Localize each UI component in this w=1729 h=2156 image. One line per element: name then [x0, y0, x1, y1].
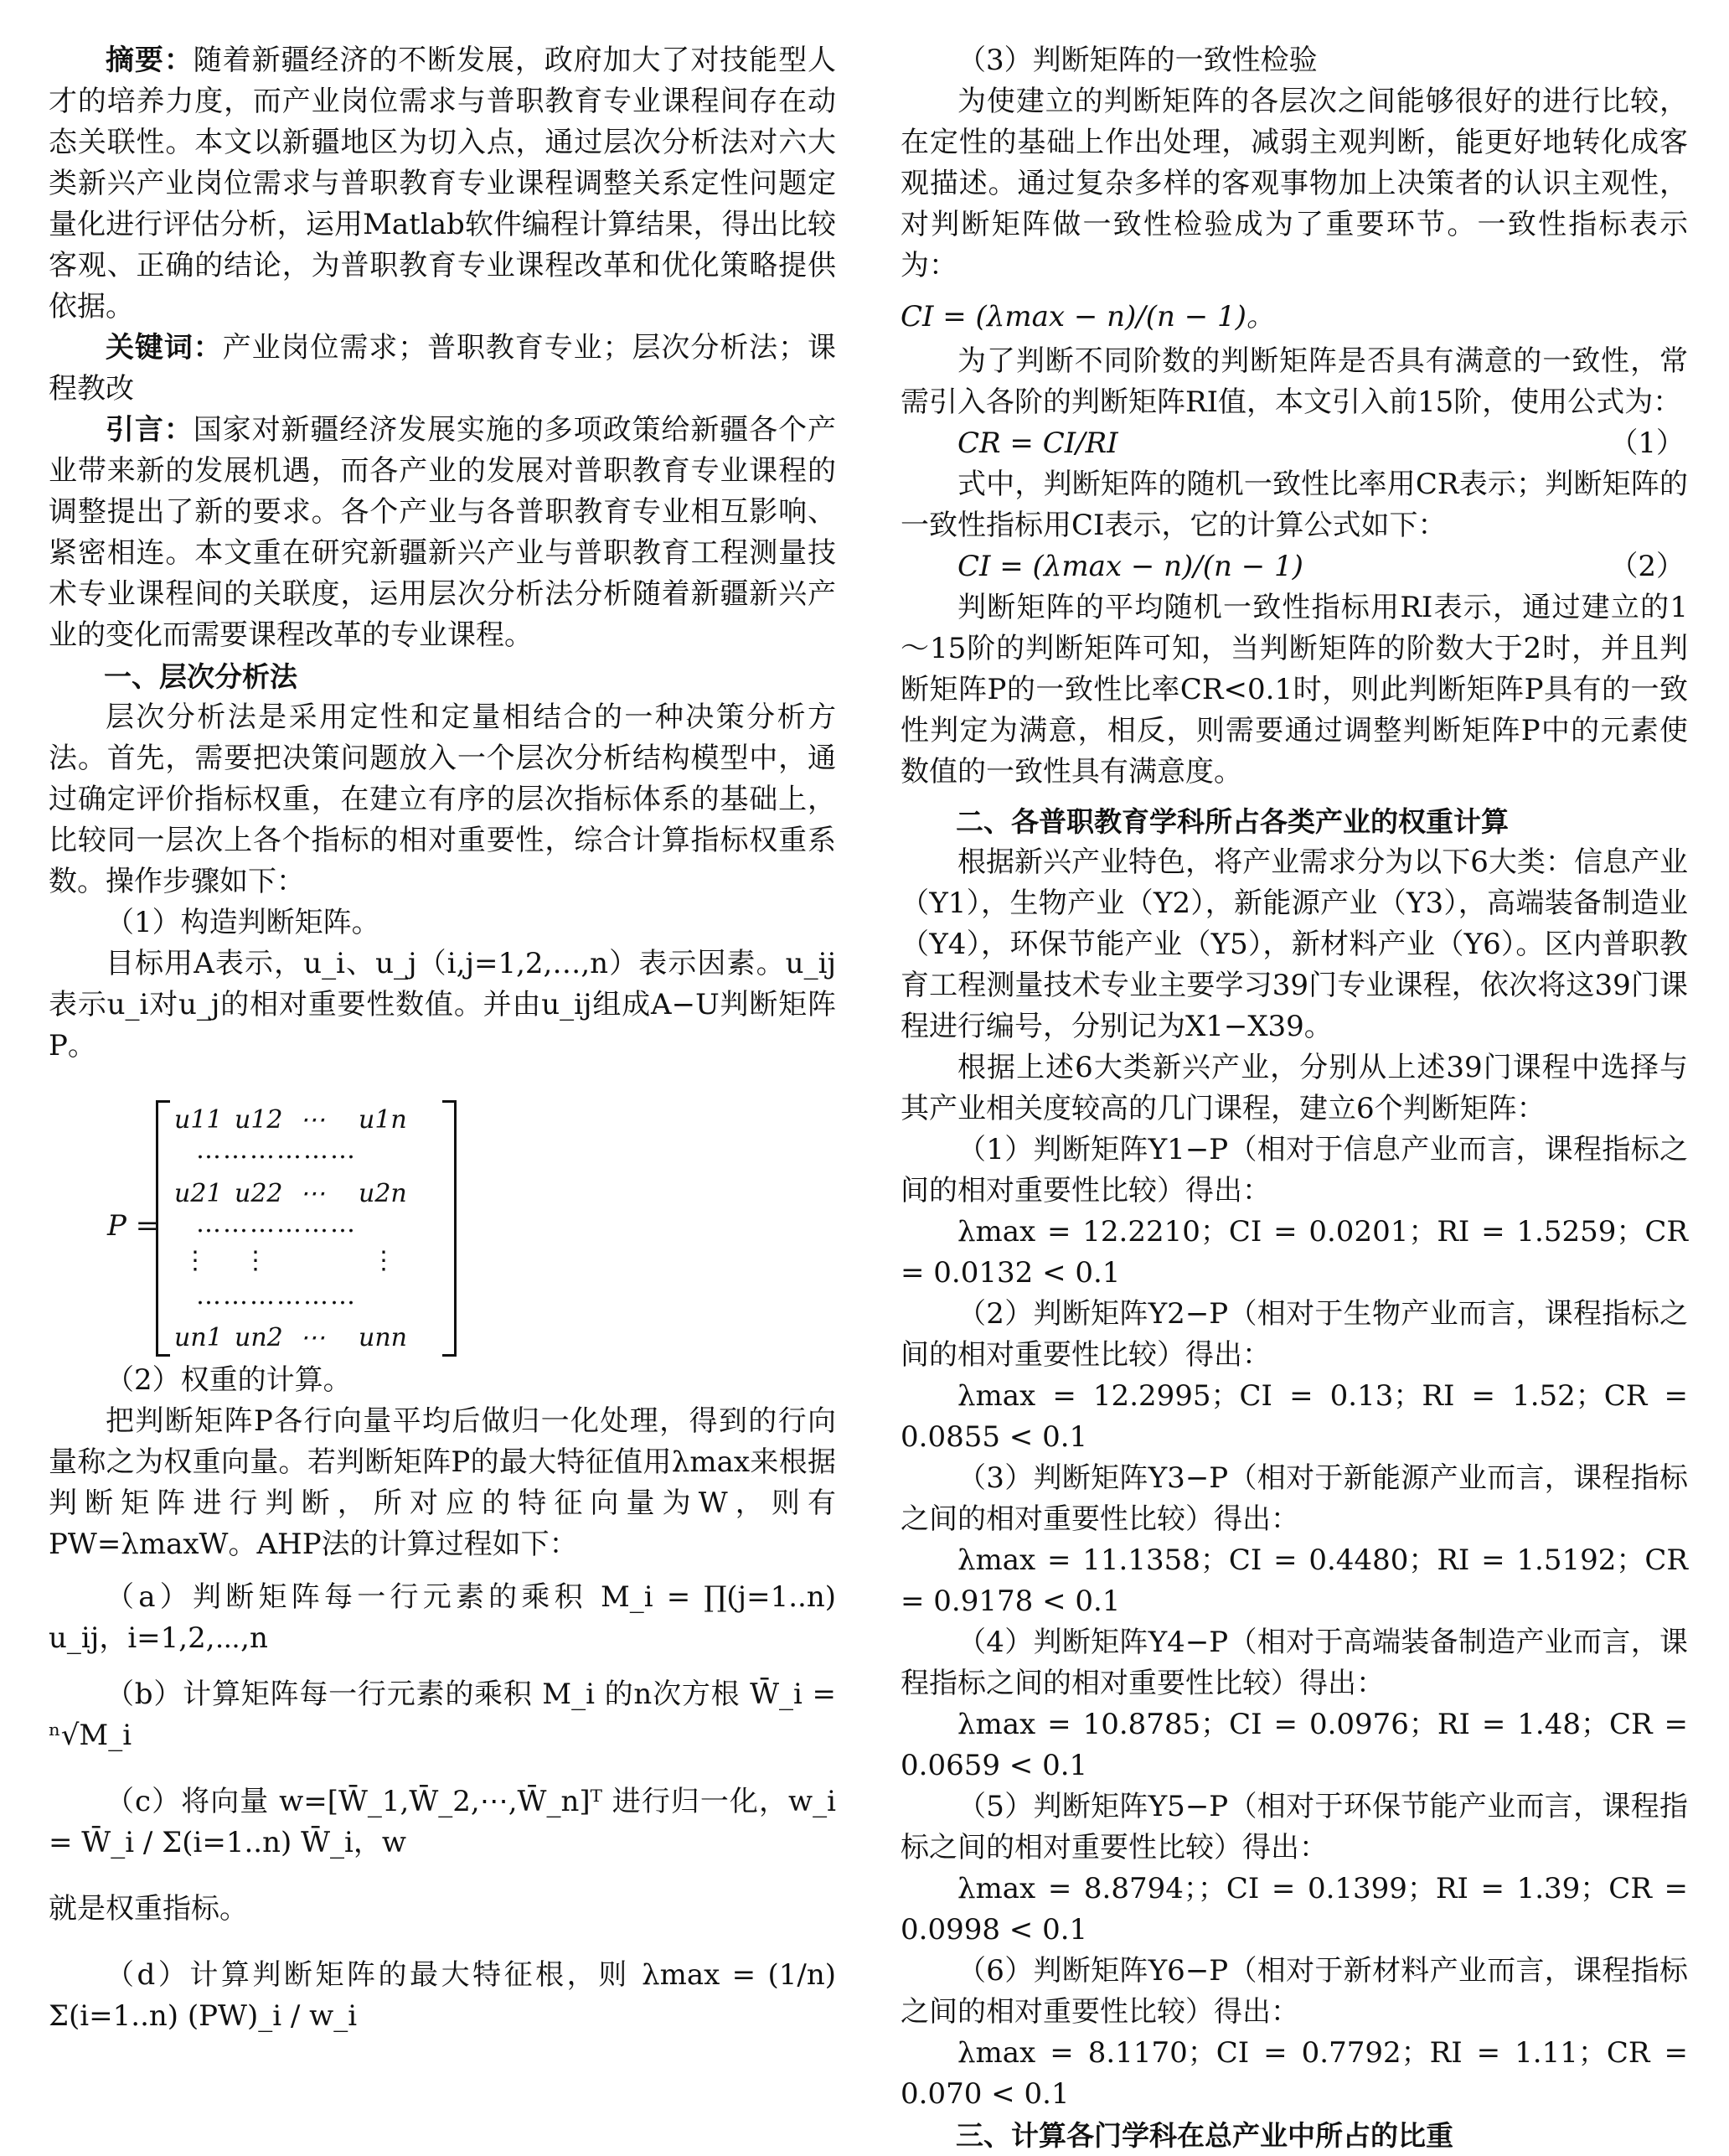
matrix-2-desc: （2）判断矩阵Y2−P（相对于生物产业而言，课程指标之间的相对重要性比较）得出： [901, 1297, 1688, 1372]
judgment-matrix [49, 1092, 836, 1360]
matrix-right-bracket [442, 1100, 457, 1357]
step-d: （d）计算判断矩阵的最大特征根，则 λmax = (1/n) Σ(i=1..n) (PW)_i / w_i [49, 1958, 836, 2033]
matrix-dots: ……………… [196, 1135, 357, 1165]
matrix-cell: un1 [174, 1323, 223, 1352]
section-2-paragraph-1: 根据新兴产业特色，将产业需求分为以下6大类：信息产业（Y1），生物产业（Y2），新能源产业（Y3），高端装备制造业（Y4），环保节能产业（Y5），新材料产业（Y6）。区内普职教育工程测量技术专业主要学习39门专业课程，依次将这39门课程进行编号，分别记为X1−X39。 [901, 845, 1688, 1043]
step-2-paragraph: 把判断矩阵P各行向量平均后做归一化处理，得到的行向量称之为权重向量。若判断矩阵P的最大特征值用λmax来根据判断矩阵进行判断，所对应的特征向量为W，则有PW=λmaxW。AHP法的计算过程如下： [49, 1404, 836, 1561]
intro-label: 引言： [106, 413, 194, 447]
matrix-dots: ……………… [196, 1209, 357, 1238]
section-1-heading: 一、层次分析法 [104, 660, 297, 693]
matrix-cell: u22 [235, 1179, 283, 1208]
matrix-4-result: λmax = 10.8785；CI = 0.0976；RI = 1.48；CR = 0.0659 < 0.1 [901, 1708, 1688, 1782]
keywords-paragraph [49, 328, 836, 410]
intro-text: 国家对新疆经济发展实施的多项政策给新疆各个产业带来新的发展机遇，而各产业的发展对普职教育专业课程的调整提出了新的要求。各个产业与各普职教育专业相互影响、紧密相连。本文重在研究新疆新兴产业与普职教育工程测量技术专业课程间的关联度，运用层次分析法分析随着新疆新兴产业的变化而需要课程改革的专业课程。 [49, 413, 836, 652]
section-3-heading: 三、计算各门学科在总产业中所占的比重 [956, 2119, 1453, 2152]
matrix-cell: ⋯ [300, 1105, 325, 1135]
keywords-text: 产业岗位需求；普职教育专业；层次分析法；课程教改 [49, 331, 837, 406]
abstract-text: 随着新疆经济的不断发展，政府加大了对技能型人才的培养力度，而产业岗位需求与普职教育专业课程间存在动态关联性。本文以新疆地区为切入点，通过层次分析法对六大类新兴产业岗位需求与普职教育专业课程调整关系定性问题定量化进行评估分析，运用Matlab软件编程计算结果，得出比较客观、正确的结论，为普职教育专业课程改革和优化策略提供依据。 [49, 44, 836, 323]
step-3-paragraph: 为使建立的判断矩阵的各层次之间能够很好的进行比较，在定性的基础上作出处理，减弱主观判断，能更好地转化成客观描述。通过复杂多样的客观事物加上决策者的认识主观性，对判断矩阵做一致性检验成为了重要环节。一致性指标表示为： [901, 85, 1688, 282]
keywords-label: 关键词： [106, 331, 223, 365]
equation-1-number: （1） [1609, 427, 1685, 460]
matrix-cell: ⋮ [183, 1246, 208, 1275]
matrix-cell: ⋮ [371, 1246, 396, 1275]
equation-1-text: CR = CI/RI [957, 427, 1118, 460]
matrix-5-result: λmax = 8.8794；；CI = 0.1399；RI = 1.39；CR = 0.0998 < 0.1 [901, 1872, 1688, 1947]
matrix-1-result: λmax = 12.2210；CI = 0.0201；RI = 1.5259；CR = 0.0132 < 0.1 [901, 1215, 1688, 1290]
step-c: （c）将向量 w=[W̄_1,W̄_2,⋯,W̄_n]ᵀ 进行归一化，w_i = W̄_i / Σ(i=1..n) W̄_i，w [49, 1785, 836, 1859]
matrix-label: P = [107, 1209, 160, 1243]
matrix-cell: unn [359, 1323, 407, 1352]
ri-paragraph: 为了判断不同阶数的判断矩阵是否具有满意的一致性，常需引入各阶的判断矩阵RI值，本文引入前15阶，使用公式为： [901, 344, 1688, 419]
ci-formula: CI = (λmax − n)/(n − 1)。 [901, 300, 1275, 333]
matrix-1-desc: （1）判断矩阵Y1−P（相对于信息产业而言，课程指标之间的相对重要性比较）得出： [901, 1133, 1688, 1207]
matrix-6-result: λmax = 8.1170；CI = 0.7792；RI = 1.11；CR = 0.070 < 0.1 [901, 2036, 1688, 2111]
matrix-left-bracket [156, 1100, 170, 1357]
matrix-cell: u11 [174, 1105, 223, 1135]
matrix-dots: ……………… [196, 1281, 357, 1311]
step-2-heading: （2）权重的计算。 [106, 1363, 352, 1397]
matrix-4-desc: （4）判断矩阵Y4−P（相对于高端装备制造产业而言，课程指标之间的相对重要性比较）得出： [901, 1626, 1688, 1700]
matrix-3-result: λmax = 11.1358；CI = 0.4480；RI = 1.5192；CR = 0.9178 < 0.1 [901, 1543, 1688, 1618]
matrix-2-result: λmax = 12.2995；CI = 0.13；RI = 1.52；CR = 0.0855 < 0.1 [901, 1379, 1688, 1454]
step-1-heading: （1）构造判断矩阵。 [106, 906, 380, 939]
equation-2-number: （2） [1609, 550, 1685, 583]
matrix-cell: un2 [235, 1323, 283, 1352]
step-c-continued: 就是权重指标。 [49, 1892, 248, 1926]
section-2-heading: 二、各普职教育学科所占各类产业的权重计算 [956, 805, 1509, 838]
section-2-paragraph-2: 根据上述6大类新兴产业，分别从上述39门课程中选择与其产业相关度较高的几门课程，建立6个判断矩阵： [901, 1051, 1688, 1125]
equation-2-text: CI = (λmax − n)/(n − 1) [957, 550, 1303, 583]
equation-1 [901, 423, 1688, 464]
matrix-cell: u1n [359, 1105, 407, 1135]
step-1-paragraph: 目标用A表示，u_i、u_j（i,j=1,2,…,n）表示因素。u_ij表示u_i对u_j的相对重要性数值。并由u_ij组成A−U判断矩阵P。 [49, 947, 836, 1062]
matrix-cell: u2n [359, 1179, 407, 1208]
step-3-heading: （3）判断矩阵的一致性检验 [957, 44, 1318, 77]
matrix-cell: u21 [174, 1179, 223, 1208]
step-a: （a）判断矩阵每一行元素的乘积 M_i = ∏(j=1..n) u_ij，i=1,2,⋯,n [49, 1580, 836, 1655]
left-column [49, 40, 836, 2037]
matrix-cell: ⋯ [300, 1179, 325, 1208]
matrix-6-desc: （6）判断矩阵Y6−P（相对于新材料产业而言，课程指标之间的相对重要性比较）得出： [901, 1954, 1688, 2029]
equation-2 [901, 546, 1688, 587]
cr-paragraph: 式中，判断矩阵的随机一致性比率用CR表示；判断矩阵的一致性指标用CI表示，它的计算公式如下： [901, 468, 1688, 542]
matrix-5-desc: （5）判断矩阵Y5−P（相对于环保节能产业而言，课程指标之间的相对重要性比较）得出： [901, 1790, 1688, 1864]
matrix-cell: u12 [235, 1105, 283, 1135]
matrix-3-desc: （3）判断矩阵Y3−P（相对于新能源产业而言，课程指标之间的相对重要性比较）得出： [901, 1461, 1688, 1536]
right-column [901, 40, 1688, 2156]
section-1-paragraph: 层次分析法是采用定性和定量相结合的一种决策分析方法。首先，需要把决策问题放入一个层次分析结构模型中，通过确定评价指标权重，在建立有序的层次指标体系的基础上，比较同一层次上各个指标的相对重要性，综合计算指标权重系数。操作步骤如下： [49, 701, 836, 898]
matrix-cell: ⋯ [300, 1323, 325, 1352]
abstract-paragraph [49, 40, 836, 328]
intro-paragraph [49, 410, 836, 656]
abstract-label: 摘要： [106, 44, 194, 77]
judgment-paragraph: 判断矩阵的平均随机一致性指标用RI表示，通过建立的1～15阶的判断矩阵可知，当判断矩阵的阶数大于2时，并且判断矩阵P的一致性比率CR<0.1时，则此判断矩阵P具有的一致性判定为满意，相反，则需要通过调整判断矩阵P中的元素使数值的一致性具有满意度。 [901, 591, 1688, 788]
step-b: （b）计算矩阵每一行元素的乘积 M_i 的n次方根 W̄_i = ⁿ√M_i [49, 1678, 836, 1752]
matrix-cell: ⋮ [243, 1246, 268, 1275]
